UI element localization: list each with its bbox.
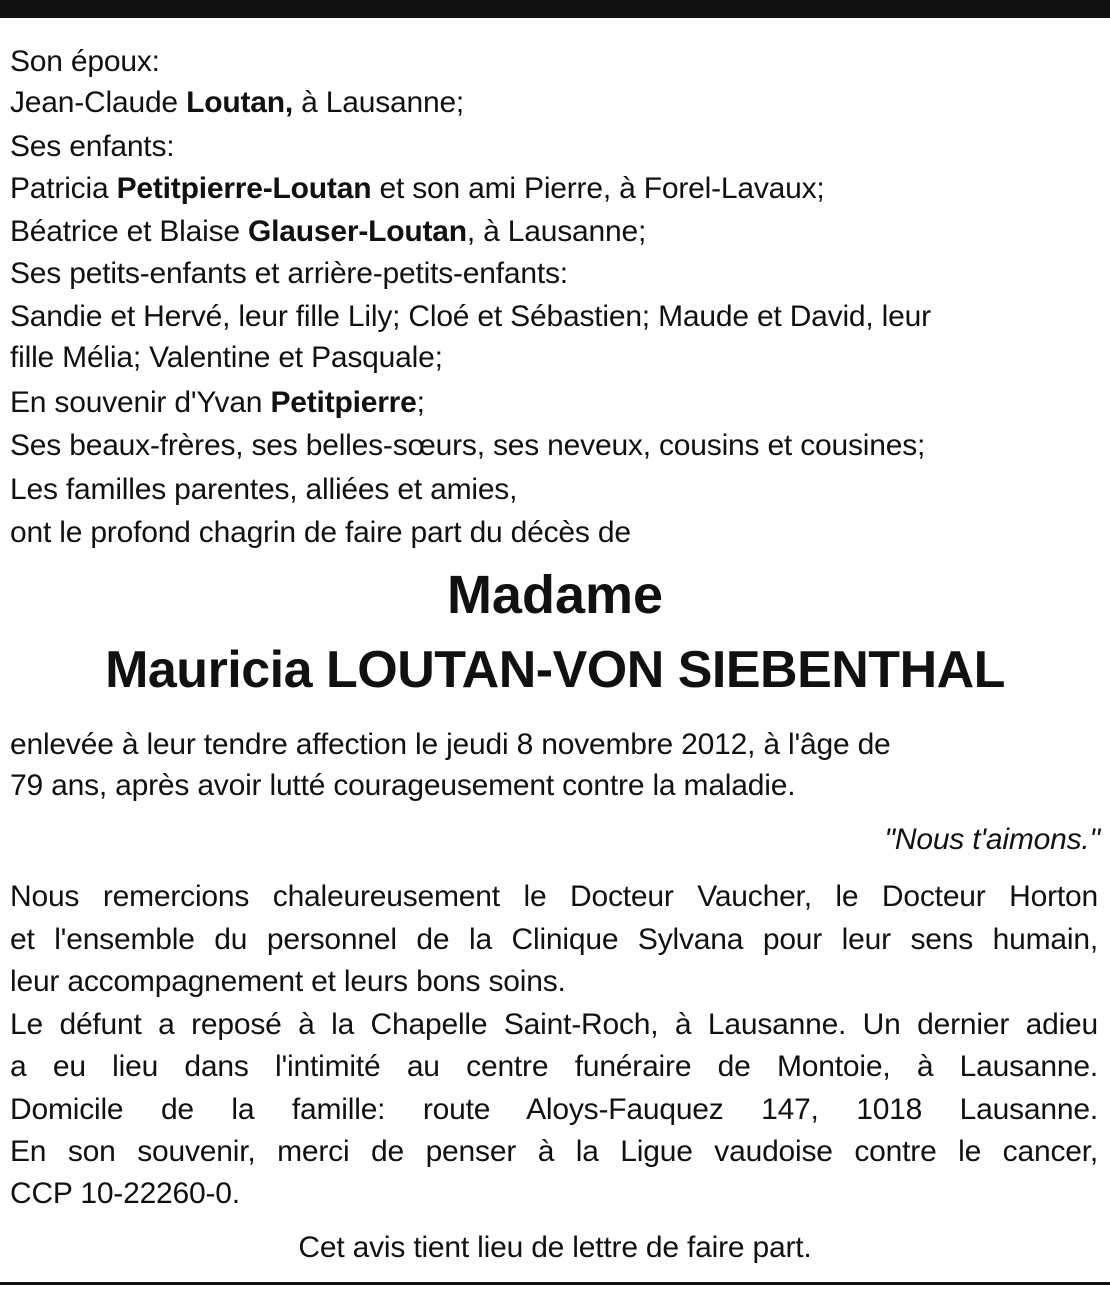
text: Béatrice et Blaise [10,215,248,248]
text-line: leur accompagnement et leurs bons soins. [10,965,566,998]
text-line: 79 ans, après avoir lutté courageusement contre la maladie. [10,769,796,802]
text-line: ont le profond chagrin de faire part du décès de [10,516,631,549]
text-line: En son souvenir, merci de penser à la Ligue vaudoise contre le cancer, [10,1135,1098,1168]
text: , à Lausanne; [466,215,647,248]
text-line: Domicile de la famille: route Aloys-Fauquez 147, 1018 Lausanne. [10,1093,1098,1126]
text-line: CCP 10-22260-0. [10,1177,240,1210]
text: à Lausanne; [292,86,465,119]
bold-name: Petitpierre [270,386,417,419]
text-line: Les familles parentes, alliées et amies, [10,473,518,506]
top-border [0,0,1110,18]
text-line [10,381,425,425]
text: Patricia [10,172,117,205]
text-line: et l'ensemble du personnel de la Clinique Sylvana pour leur sens humain, [10,923,1098,956]
text: Jean-Claude [10,86,187,119]
text-line [10,81,464,125]
text-line: fille Mélia; Valentine et Pasquale; [10,341,443,374]
text-line: Sandie et Hervé, leur fille Lily; Cloé et Sébastien; Maude et David, leur [10,300,931,333]
text-line: a eu lieu dans l'intimité au centre funéraire de Montoie, à Lausanne. [10,1050,1098,1083]
text-line: Nous remercions chaleureusement le Docteur Vaucher, le Docteur Horton [10,880,1098,913]
text-line: Ses beaux-frères, ses belles-sœurs, ses neveux, cousins et cousines; [10,429,926,462]
text-line [10,167,825,211]
text-line: enlevée à leur tendre affection le jeudi 8 novembre 2012, à l'âge de [10,728,891,761]
text-line: Son époux: [10,45,160,78]
bold-name: Glauser-Loutan [248,215,467,248]
quote: "Nous t'aimons." [884,823,1100,856]
deceased-title: Madame [446,565,664,625]
bold-name: Petitpierre-Loutan [116,172,372,205]
bold-name: Loutan, [186,86,293,119]
text: et son ami Pierre, à Forel-Lavaux; [371,172,825,205]
bottom-border [0,1282,1110,1285]
text: ; [416,386,425,419]
footer-note: Cet avis tient lieu de lettre de faire part. [298,1231,812,1264]
text-line [10,210,646,254]
text-line: Ses enfants: [10,130,175,163]
text-line: Ses petits-enfants et arrière-petits-enfants: [10,257,568,290]
deceased-name: Mauricia LOUTAN-VON SIEBENTHAL [105,641,1005,699]
text: En souvenir d'Yvan [10,386,271,419]
text-line: Le défunt a reposé à la Chapelle Saint-Roch, à Lausanne. Un dernier adieu [10,1008,1098,1041]
